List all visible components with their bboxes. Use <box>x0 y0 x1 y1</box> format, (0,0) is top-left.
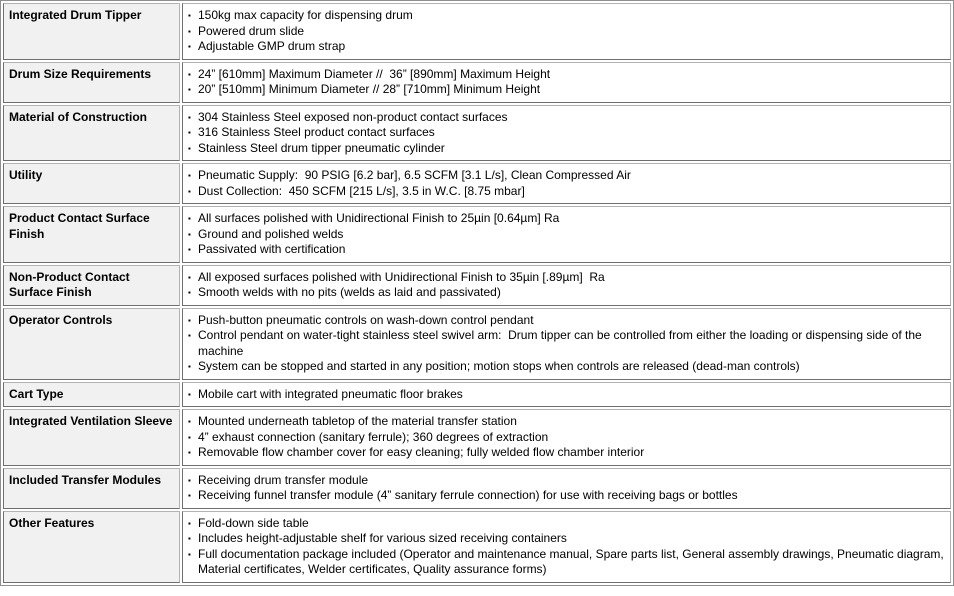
list-item <box>188 125 944 141</box>
spec-content-cell <box>182 409 951 466</box>
list-item <box>188 328 944 359</box>
bullet-icon: ▪ <box>188 42 191 51</box>
spec-content-cell <box>182 511 951 583</box>
spec-label-cell <box>3 382 180 408</box>
spec-label-cell <box>3 308 180 380</box>
list-item <box>188 285 944 301</box>
spec-label: Cart Type <box>9 386 64 401</box>
table-row <box>3 206 951 263</box>
list-item-text: Powered drum slide <box>198 23 305 38</box>
spec-label-cell <box>3 409 180 466</box>
bullet-icon: ▪ <box>188 26 191 36</box>
list-item <box>188 546 948 578</box>
bullet-icon: ▪ <box>188 549 191 559</box>
bullet-icon: ▪ <box>188 331 191 340</box>
table-row <box>3 511 951 583</box>
spec-label-cell <box>3 468 180 509</box>
list-item <box>188 430 944 446</box>
list-item <box>188 445 944 461</box>
bullet-icon: ▪ <box>188 475 191 485</box>
list-item-text: Mobile cart with integrated pneumatic floor brakes <box>198 386 463 401</box>
list-item <box>188 82 944 98</box>
list-item-text: Ground and polished welds <box>198 226 344 241</box>
bullet-icon: ▪ <box>188 186 191 196</box>
table-row <box>3 382 951 408</box>
spec-content-cell <box>182 206 951 263</box>
spec-content-cell <box>182 3 951 60</box>
bullet-icon: ▪ <box>188 85 191 94</box>
list-item-text: System can be stopped and started in any position; motion stops when controls are released (dead-man controls) <box>198 359 800 373</box>
spec-label-cell <box>3 105 180 162</box>
list-item-text: Adjustable GMP drum strap <box>198 39 346 53</box>
bullet-icon: ▪ <box>188 229 191 239</box>
list-item <box>188 8 944 24</box>
spec-content-cell <box>182 265 951 306</box>
spec-label: Product Contact Surface Finish <box>9 211 150 241</box>
list-item-text: Stainless Steel drum tipper pneumatic cylinder <box>198 140 445 155</box>
bullet-icon: ▪ <box>188 432 191 442</box>
spec-label: Integrated Drum Tipper <box>9 8 142 22</box>
spec-label: Included Transfer Modules <box>9 472 162 487</box>
spec-content-cell <box>182 105 951 162</box>
list-item <box>188 211 944 227</box>
list-item-text: 20” [510mm] Minimum Diameter // 28” [710mm] Minimum Height <box>198 82 541 96</box>
list-item <box>188 67 944 83</box>
spec-label-cell <box>3 62 180 103</box>
bullet-icon: ▪ <box>188 245 191 254</box>
bullet-icon: ▪ <box>188 389 191 399</box>
list-item <box>188 184 944 200</box>
spec-content-cell <box>182 163 951 204</box>
table-row <box>3 105 951 162</box>
list-item <box>188 141 944 157</box>
table-row <box>3 62 951 103</box>
list-item <box>188 473 944 489</box>
list-item-text: Passivated with certification <box>198 242 346 256</box>
spec-label-cell <box>3 3 180 60</box>
list-item-text: Mounted underneath tabletop of the material transfer station <box>198 414 517 428</box>
spec-label: Other Features <box>9 515 95 530</box>
spec-content-cell <box>182 382 951 408</box>
bullet-icon: ▪ <box>188 143 191 153</box>
table-row <box>3 265 951 306</box>
list-item-text: Fold-down side table <box>198 515 309 530</box>
bullet-icon: ▪ <box>188 362 191 371</box>
list-item-text: 304 Stainless Steel exposed non-product contact surfaces <box>198 109 508 124</box>
spec-label-cell <box>3 511 180 583</box>
list-item-text: Dust Collection: 450 SCFM [215 L/s], 3.5 in W.C. [8.75 mbar] <box>198 183 525 198</box>
bullet-icon: ▪ <box>188 11 191 20</box>
list-item <box>188 387 944 403</box>
table-row <box>3 3 951 60</box>
list-item-text: Full documentation package included (Operator and maintenance manual, Spare parts list, General assembly drawings, Pneumatic diagram, Material certificates, Welder certificates, Quality assurance forms) <box>198 546 948 576</box>
bullet-icon: ▪ <box>188 272 191 282</box>
list-item <box>188 359 944 375</box>
spec-label: Non-Product Contact Surface Finish <box>9 269 130 299</box>
spec-label: Material of Construction <box>9 109 148 124</box>
spec-label-cell <box>3 206 180 263</box>
bullet-icon: ▪ <box>188 112 191 122</box>
list-item-text: Removable flow chamber cover for easy cleaning; fully welded flow chamber interior <box>198 445 645 459</box>
spec-content-cell <box>182 468 951 509</box>
bullet-icon: ▪ <box>188 448 191 457</box>
spec-label-cell <box>3 163 180 204</box>
table-row <box>3 308 951 380</box>
bullet-icon: ▪ <box>188 214 191 223</box>
list-item-text: 316 Stainless Steel product contact surfaces <box>198 125 435 139</box>
list-item <box>188 313 944 329</box>
bullet-icon: ▪ <box>188 518 191 528</box>
spec-label: Integrated Ventilation Sleeve <box>9 414 173 428</box>
table-row <box>3 468 951 509</box>
bullet-icon: ▪ <box>188 171 191 180</box>
list-item-text: Smooth welds with no pits (welds as laid and passivated) <box>198 285 501 299</box>
list-item-text: All exposed surfaces polished with Unidirectional Finish to 35µin [.89µm] Ra <box>198 269 605 284</box>
list-item-text: Includes height-adjustable shelf for various sized receiving containers <box>198 531 567 545</box>
bullet-icon: ▪ <box>188 128 191 137</box>
list-item-text: 24” [610mm] Maximum Diameter // 36” [890mm] Maximum Height <box>198 66 551 81</box>
list-item-text: Control pendant on water-tight stainless steel swivel arm: Drum tipper can be controlled from either the loading or dispensing side of the machine <box>198 328 926 358</box>
spec-label: Drum Size Requirements <box>9 66 152 81</box>
spec-label: Operator Controls <box>9 312 113 327</box>
list-item <box>188 516 944 532</box>
list-item <box>188 414 944 430</box>
spec-label-cell <box>3 265 180 306</box>
table-row <box>3 163 951 204</box>
list-item-text: Receiving drum transfer module <box>198 472 369 487</box>
bullet-icon: ▪ <box>188 417 191 426</box>
spec-content-cell <box>182 62 951 103</box>
list-item-text: 150kg max capacity for dispensing drum <box>198 8 413 22</box>
bullet-icon: ▪ <box>188 288 191 297</box>
list-item <box>188 110 944 126</box>
bullet-icon: ▪ <box>188 315 191 325</box>
list-item-text: 4” exhaust connection (sanitary ferrule); 360 degrees of extraction <box>198 429 549 444</box>
list-item <box>188 242 944 258</box>
list-item <box>188 270 944 286</box>
list-item-text: Pneumatic Supply: 90 PSIG [6.2 bar], 6.5 SCFM [3.1 L/s], Clean Compressed Air <box>198 168 631 182</box>
spec-content-cell <box>182 308 951 380</box>
bullet-icon: ▪ <box>188 534 191 543</box>
list-item-text: All surfaces polished with Unidirectional Finish to 25µin [0.64µm] Ra <box>198 211 560 225</box>
list-item-text: Push-button pneumatic controls on wash-down control pendant <box>198 312 534 327</box>
bullet-icon: ▪ <box>188 491 191 500</box>
list-item <box>188 227 944 243</box>
list-item <box>188 531 944 547</box>
list-item <box>188 168 944 184</box>
list-item <box>188 488 944 504</box>
list-item <box>188 39 944 55</box>
list-item <box>188 24 944 40</box>
list-item-text: Receiving funnel transfer module (4” sanitary ferrule connection) for use with receiving bags or bottles <box>198 488 738 502</box>
table-row <box>3 409 951 466</box>
spec-label: Utility <box>9 168 43 182</box>
bullet-icon: ▪ <box>188 69 191 79</box>
